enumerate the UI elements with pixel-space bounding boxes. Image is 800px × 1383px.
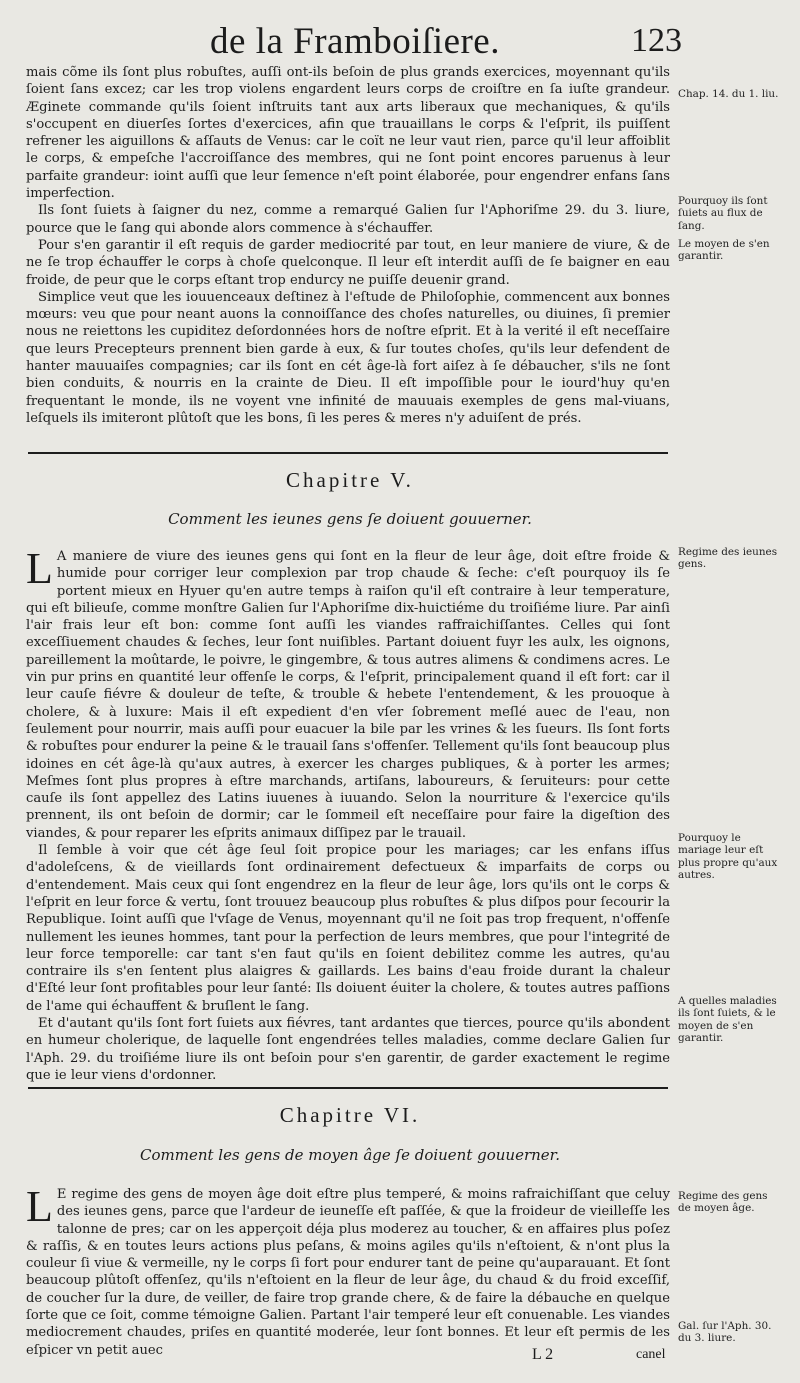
paragraph: E regime des gens de moyen âge doit eſtre plus temperé, & moins rafraichiſſant que celuy des ieunes gens, parce que l'ardeur de ieuneſſe eſt paſſée, & que la froideur de vieilleſſe les talonne de pres; car on les apperçoit déja plus moderez au toucher, & en affaires plus poſez & raſſis, & en toutes leurs actions plus peſans, & moins agiles qu'ils n'eſtoient, & n'ont plus la couleur ſi viue & vermeille, ny le corps ſi fort pour endurer tant de peine qu'auparauant. Et ſont beaucoup plûtoſt offenſez, qu'ils n'eſtoient en la fleur de leur âge, du chaud & du froid exceſſif, de coucher ſur la dure, de veiller, de faire trop grande chere, & de faire la débauche en quelque ſorte que ce ſoit, comme témoigne Galien. Partant l'air temperé leur eſt conuenable. Les viandes mediocrement chaudes, priſes en quantité moderée, leur ſont bonnes. Et leur eſt permis de les eſpicer vn petit auec	[26, 1187, 670, 1358]
paragraph: Ils ſont ſuiets à ſaigner du nez, comme a remarqué Galien ſur l'Aphoriſme 29. du 3. liure, pource que le ſang qui abonde alors commence à s'échauffer.	[26, 203, 670, 236]
chapter-subtitle: Comment les ieunes gens ſe doiuent gouuerner.	[168, 510, 532, 528]
text-block-continuation	[26, 64, 670, 427]
margin-note: Le moyen de s'en garantir.	[678, 238, 770, 263]
chapter-title: Chapitre V.	[286, 468, 414, 492]
chapter-title: Chapitre VI.	[279, 1103, 421, 1127]
section-rule	[28, 1087, 668, 1089]
margin-note: Pourquoy ils ſont ſuiets au flux de ſang.	[678, 195, 768, 232]
chapter-subtitle: Comment les gens de moyen âge ſe doiuent gouuerner.	[140, 1146, 560, 1164]
margin-note: Pourquoy le mariage leur eſt plus propre qu'aux autres.	[678, 832, 778, 882]
margin-note: Chap. 14. du 1. liu.	[678, 88, 779, 100]
margin-note: Regime des gens de moyen âge.	[678, 1190, 768, 1215]
paragraph: Et d'autant qu'ils ſont fort ſuiets aux fiévres, tant ardantes que tierces, pource qu'ils abondent en humeur cholerique, de laquelle ſont engendrées telles maladies, comme declare Galien ſur l'Aph. 29. du troiſiéme liure ils ont beſoin pour s'en garentir, de garder exactement le regime que ie leur viens d'ordonner.	[26, 1016, 670, 1083]
page-header	[0, 20, 800, 68]
drop-cap: L	[26, 544, 53, 593]
section-rule	[28, 452, 668, 454]
paragraph: Pour s'en garantir il eſt requis de garder mediocrité par tout, en leur maniere de viure, & de ne ſe trop échauffer le corps à choſe quelconque. Il leur eſt interdit auſſi de ſe baigner en eau froide, de peur que le corps eſtant trop endurcy ne puiſſe deuenir grand.	[26, 237, 670, 288]
signature-mark: L 2	[532, 1346, 554, 1363]
margin-note: Regime des ieunes gens.	[678, 546, 778, 571]
margin-note: A quelles maladies ils ſont ſuiets, & le moyen de s'en garantir.	[678, 995, 777, 1045]
chapter-body	[26, 544, 670, 1084]
paragraph: Simplice veut que les iouuenceaux deſtinez à l'eſtude de Philoſophie, commencent aux bonnes mœurs: veu que pour neant auons la connoiſſance des choſes naturelles, ou diuines, ſi premier nous ne reiettons les cupiditez deſordonnées hors de noſtre eſprit. Et à la verité il eſt neceſſaire que leurs Precepteurs prennent bien garde à eux, & ſur toutes choſes, qu'ils leur defendent de hanter mauuaiſes compagnies; car ils ſont en cét âge-là fort aiſez à ſe débaucher, s'ils ne ſont bien conduits, & nourris en la crainte de Dieu. Il eſt impoſſible pour le iourd'huy qu'en frequentant le monde, ils ne voyent vne infinité de mauuais exemples de gens mal-viuans, leſquels ils imiteront plûtoſt que les bons, ſi les peres & meres n'y aduiſent de prés.	[26, 289, 670, 426]
paragraph: mais cõme ils ſont plus robuſtes, auſſi ont-ils beſoin de plus grands exercices, moyennant qu'ils ſoient ſans excez; car les trop violens engardent leurs corps de croiſtre en ſa iuſte grandeur. Æginete commande qu'ils ſoient inſtruits tant aux arts liberaux que mechaniques, & qu'ils s'occupent en diuerſes ſortes d'exercices, afin que trauaillans le corps & l'eſprit, ils puiſſent refrener les aiguillons & aſſauts de Venus: car le coït ne leur vaut rien, parce qu'il leur affoiblit le corps, & empeſche l'accroiſſance des membres, qui ne ſont point encores paruenus à leur parfaite grandeur: ioint auſſi que leur ſemence n'eſt point élaborée, pour engendrer enfans ſans imperfection.	[26, 65, 670, 202]
catchword: canel	[636, 1347, 666, 1362]
drop-cap: L	[26, 1182, 53, 1231]
chapter-body	[26, 1182, 670, 1359]
paragraph: Il ſemble à voir que cét âge ſeul ſoit propice pour les mariages; car les enfans iſſus d'adoleſcens, & de vieillards ſont ordinairement defectueux & imparfaits de corps ou d'entendement. Mais ceux qui ſont engendrez en la fleur de leur âge, lors qu'ils ont le corps & l'eſprit en leur force & vertu, ſont trouuez beaucoup plus robuſtes & plus diſpos pour ſecourir la Republique. Ioint auſſi que l'vſage de Venus, moyennant qu'il ne ſoit pas trop frequent, n'offenſe nullement les ieunes hommes, tant pour la perfection de leurs membres, que pour l'integrité de leur force temporelle: car tant s'en faut qu'ils en ſoient debilitez comme les autres, qu'au contraire ils s'en ſentent plus alaigres & gaillards. Les bains d'eau froide durant la chaleur d'Eſté leur ſont profitables pour leur ſanté: Ils doiuent éuiter la cholere, & toutes autres paſſions de l'ame qui échauffent & bruſlent le ſang.	[26, 843, 670, 1014]
margin-note: Gal. ſur l'Aph. 30. du 3. liure.	[678, 1320, 772, 1345]
page-number: 123	[631, 22, 682, 59]
running-head: de la Framboiſiere.	[210, 21, 500, 62]
paragraph: A maniere de viure des ieunes gens qui ſont en la fleur de leur âge, doit eſtre froide & humide pour corriger leur complexion par trop chaude & ſeche: c'eſt pourquoy ils ſe portent mieux en Hyuer qu'en autre temps à raiſon qu'il eſt contraire à leur temperature, qui eſt bilieuſe, comme monſtre Galien ſur l'Aphoriſme dix-huictiéme du troiſiéme liure. Par ainſi l'air frais leur eſt bon: comme ſont auſſi les viandes raffraichiſſantes. Celles qui ſont exceſſiuement chaudes & ſeches, leur ſont nuiſibles. Partant doiuent fuyr les aulx, les oignons, pareillement la moûtarde, le poivre, le gingembre, & tous autres alimens & condimens acres. Le vin pur prins en quantité leur offenſe le corps, & l'eſprit, principalement quand il eſt fort: car il leur cauſe fiévre & douleur de teſte, & trouble & hebete l'entendement, & les prouoque à cholere, & à luxure: Mais il eſt expedient d'en vſer ſobrement meſlé auec de l'eau, non ſeulement pour nourrir, mais auſſi pour euacuer la bile par les vrines & les ſueurs. Ils ſont forts & robuſtes pour endurer la peine & le trauail ſans s'offenſer. Tellement qu'ils ſont beaucoup plus idoines en cét âge-là qu'aux autres, à exercer les charges publiques, & à porter les armes; Meſmes ſont plus propres à eſtre marchands, artiſans, laboureurs, & ſeruiteurs: pour cette cauſe ils ſont appellez des Latins iuuenes à iuuando. Selon la nourriture & l'exercice qu'ils prennent, ils ont beſoin de dormir; car le ſommeil eſt neceſſaire pour faire la digeſtion des viandes, & pour reparer les eſprits animaux diſſipez par le trauail.	[26, 549, 670, 841]
